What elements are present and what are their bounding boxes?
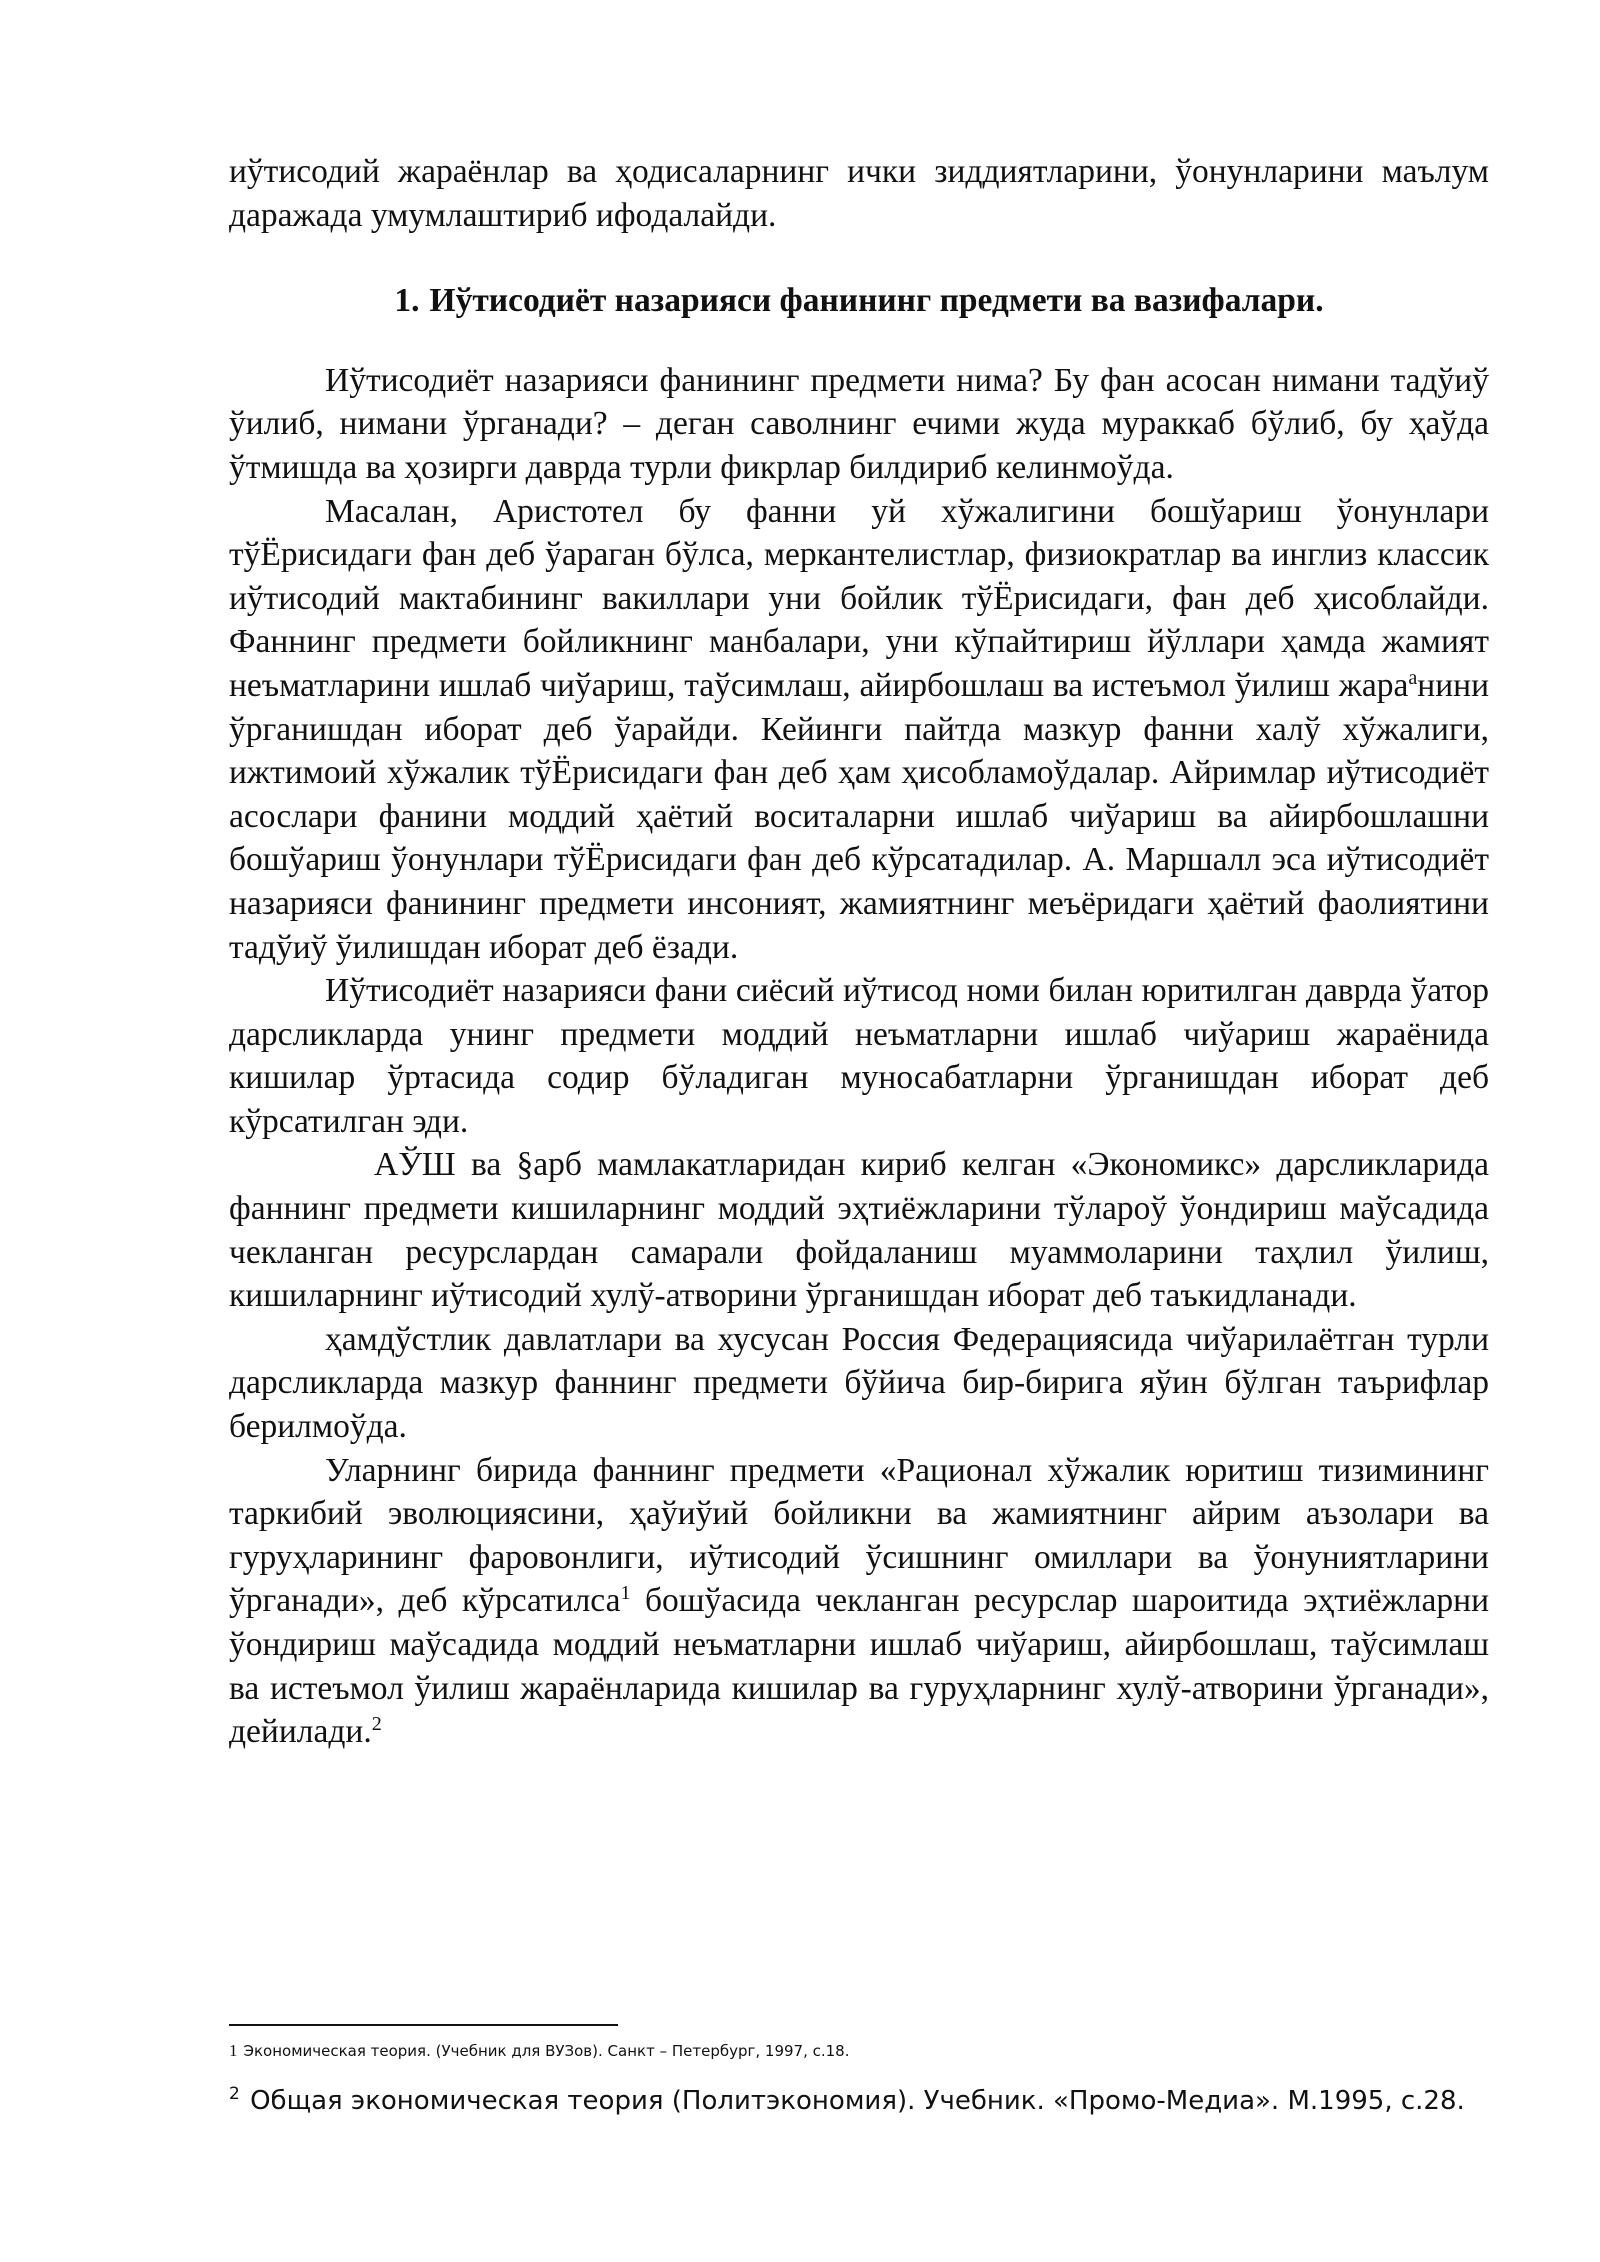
footnote-1-text: Экономическая теория. (Учебник для ВУЗов). Санкт – Петербург, 1997, с.18. — [243, 2042, 850, 2060]
footnotes — [229, 2024, 1489, 2118]
section-number: 1. — [394, 282, 420, 320]
footnote-1 — [229, 2040, 1489, 2062]
paragraph-3: Иўтисодиёт назарияси фани сиёсий иўтисод номи билан юритилган даврда ўатор дарсликларда унинг предмети моддий неъматларни ишлаб чиўариш жараёнида кишилар ўртасида содир бўладиган муносабатларни ўрганишдан иборат деб кўрсатилган эди. — [229, 972, 1489, 1140]
paragraph-1: Иўтисодиёт назарияси фанининг предмети нима? Бу фан асосан нимани тадўиў ўилиб, нимани ўрганади? – деган саволнинг ечими жуда мураккаб бўлиб, бу ҳаўда ўтмишда ва ҳозирги даврда турли фикрлар билдириб келинмоўда. — [229, 361, 1489, 486]
intro-paragraph: иўтисодий жараёнлар ва ҳодисаларнинг ички зиддиятларини, ўонунларини маълум даражада умумлаштириб ифодалайди. — [229, 153, 1489, 234]
footnote-ref-1[interactable]: 1 — [620, 1582, 631, 1605]
footnote-1-mark: 1 — [229, 2041, 238, 2060]
paragraph-2-superscript: a — [1408, 666, 1418, 689]
paragraph-2-text-a: Масалан, Аристотел бу фанни уй хўжалигини бошўариш ўонунлари тўЁрисидаги фан деб ўараган бўлса, меркантелистлар, физиократлар ва инглиз классик иўтисодий мактабининг вакиллари уни бойлик тўЁрисидаги, фан деб ҳисоблайди. Фаннинг предмети бойликнинг манбалари, уни кўпайтириш йўллари ҳамда жамият неъматларини ишлаб чиўариш, таўсимлаш, айирбошлаш ва истеъмол ўилиш жара — [229, 492, 1489, 704]
paragraph-2-text-b: нини ўрганишдан иборат деб ўарайди. Кейинги пайтда мазкур фанни халў хўжалиги, ижтимоий хўжалик тўЁрисидаги фан деб ҳам ҳисобламоўдалар. Айримлар иўтисодиёт асослари фанини моддий ҳаётий воситаларни ишлаб чиўариш ва айирбошлашни бошўариш ўонунлари тўЁрисидаги фан деб кўрсатадилар. А. Маршалл эса иўтисодиёт назарияси фанининг предмети инсоният, жамиятнинг меъёридаги ҳаётий фаолиятини тадўиў ўилишдан иборат деб ёзади. — [229, 666, 1489, 966]
paragraph-6-text-a: Уларнинг бирида фаннинг предмети «Рационал хўжалик юритиш тизимининг таркибий эволюциясини, ҳаўиўий бойликни ва жамиятнинг айрим аъзолари ва гуруҳларининг фаровонлиги, иўтисодий ўсишнинг омиллари ва ўонуниятларини ўрганади», деб кўрсатилса — [229, 1451, 1489, 1620]
footnote-2-text: Общая экономическая теория (Политэкономия). Учебник. «Промо-Медиа». М.1995, с.28. — [250, 2086, 1465, 2116]
paragraph-6-text-b: бошўасида чекланган ресурслар шароитида эҳтиёжларни ўондириш маўсадида моддий неъматларни ишлаб чиўариш, айирбошлаш, таўсимлаш ва истеъмол ўилиш жараёнларида кишилар ва гуруҳларнинг хулў-атворини ўрганади», дейилади. — [229, 1582, 1490, 1751]
paragraph-5: ҳамдўстлик давлатлари ва хусусан Россия Федерациясида чиўарилаётган турли дарсликларда мазкур фаннинг предмети бўйича бир-бирига яўин бўлган таърифлар берилмоўда. — [229, 1320, 1489, 1446]
footnote-2 — [229, 2084, 1489, 2118]
document-body — [229, 150, 1489, 1754]
footnote-2-mark: 2 — [229, 2084, 240, 2105]
footnote-separator — [229, 2024, 618, 2026]
paragraph-4: АЎШ ва §арб мамлакатларидан кириб келган «Экономикс» дарсликларида фаннинг предмети кишиларнинг моддий эҳтиёжларини тўлароў ўондириш маўсадида чекланган ресурслардан самарали фойдаланиш муаммоларини таҳлил ўилиш, кишиларнинг иўтисодий хулў-атворини ўрганишдан иборат деб таъкидланади. — [229, 1146, 1489, 1315]
paragraph-6 — [229, 1449, 1489, 1754]
footnote-ref-2[interactable]: 2 — [371, 1713, 382, 1736]
section-heading — [229, 279, 1489, 323]
paragraph-2 — [229, 490, 1489, 970]
section-title: Иўтисодиёт назарияси фанининг предмети ва вазифалари. — [429, 282, 1324, 320]
